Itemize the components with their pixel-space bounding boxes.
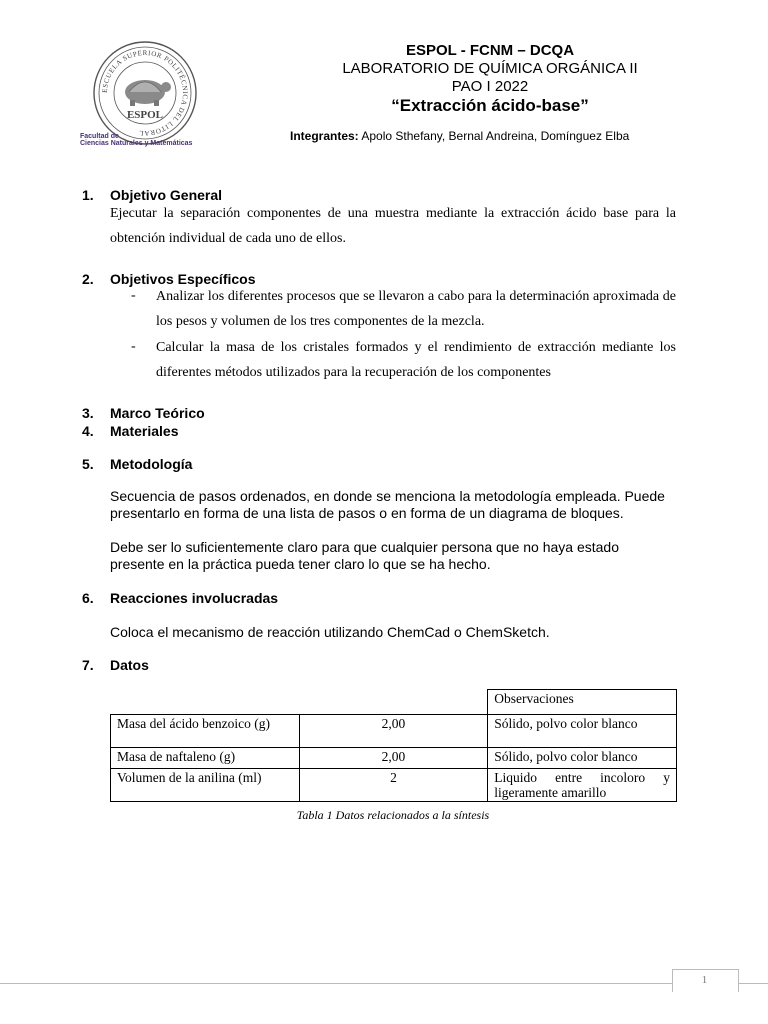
footer-rule [0,983,768,984]
row-1-name: Masa del ácido benzoico (g) [111,715,300,748]
table-row [111,715,677,748]
section-5-number: 5. [82,456,94,472]
row-2-value: 2,00 [299,748,488,769]
members-names: Apolo Sthefany, Bernal Andreina, Domínguez Elba [361,129,630,143]
report-title: “Extracción ácido-base” [391,96,589,115]
section-4-title: Materiales [110,423,179,439]
section-5-title: Metodología [110,456,193,472]
section-4-number: 4. [82,423,94,439]
row-2-obs: Sólido, polvo color blanco [488,748,677,769]
espol-logo [92,40,198,146]
data-table [110,689,677,802]
table-row [111,769,677,802]
methodology-paragraph-1: Secuencia de pasos ordenados, en donde se menciona la metodología empleada. Puede presentarlo en forma de una lista de pasos o en forma de un diagrama de bloques. [110,488,665,521]
faculty-label [80,133,192,147]
row-2-name: Masa de naftaleno (g) [111,748,300,769]
logo-center-text: ESPOL [126,109,164,121]
header-line1: ESPOL - FCNM – DCQA [405,42,575,59]
table-row [111,748,677,769]
logo-ring-text: ESCUELA SUPERIOR POLITÉCNICA DEL LITORAL [100,48,190,138]
reactions-text: Coloca el mecanismo de reacción utilizando ChemCad o ChemSketch. [110,624,550,640]
observations-header: Observaciones [488,690,677,715]
section-7-number: 7. [82,657,94,673]
section-1-text: Ejecutar la separación componentes de una muestra mediante la extracción ácido base para la obtención individual de cada uno de ellos. [110,206,676,246]
table-header-row [111,690,677,715]
row-3-value: 2 [299,769,488,802]
members-label: Integrantes: [290,129,359,143]
row-3-name: Volumen de la anilina (ml) [111,769,300,802]
specific-objective-2: Calcular la masa de los cristales formados y el rendimiento de extracción mediante los diferentes métodos utilizados para la recuperación de los componentes [156,340,676,380]
section-7-title: Datos [110,657,149,673]
table-caption: Tabla 1 Datos relacionados a la síntesis [296,808,490,822]
section-3-number: 3. [82,405,94,421]
section-1-number: 1. [82,187,94,203]
bullet-2: - [131,339,136,354]
bullet-1: - [131,288,136,303]
faculty-line1: Facultad de [80,133,119,140]
section-2-title: Objetivos Específicos [110,271,256,287]
header-line2: LABORATORIO DE QUÍMICA ORGÁNICA II [342,60,638,77]
page-number: 1 [701,974,708,986]
members-line [290,129,629,143]
section-3-title: Marco Teórico [110,405,205,421]
row-1-obs: Sólido, polvo color blanco [488,715,677,748]
methodology-paragraph-2: Debe ser lo suficientemente claro para que cualquier persona que no haya estado presente en la práctica pueda tener claro lo que se ha hecho. [110,539,619,572]
section-6-number: 6. [82,590,94,606]
row-3-obs: Liquido entre incoloro y ligeramente amarillo [488,769,677,802]
faculty-line2: Ciencias Naturales y Matemáticas [80,140,193,147]
row-1-value: 2,00 [299,715,488,748]
section-6-title: Reacciones involucradas [110,590,279,606]
section-2-number: 2. [82,271,94,287]
tortoise-icon [125,80,171,106]
header-line3: PAO I 2022 [451,78,529,95]
specific-objective-1: Analizar los diferentes procesos que se llevaron a cabo para la determinación aproximada de los pesos y volumen de los tres componentes de la mezcla. [156,289,676,329]
section-1-title: Objetivo General [110,187,223,203]
